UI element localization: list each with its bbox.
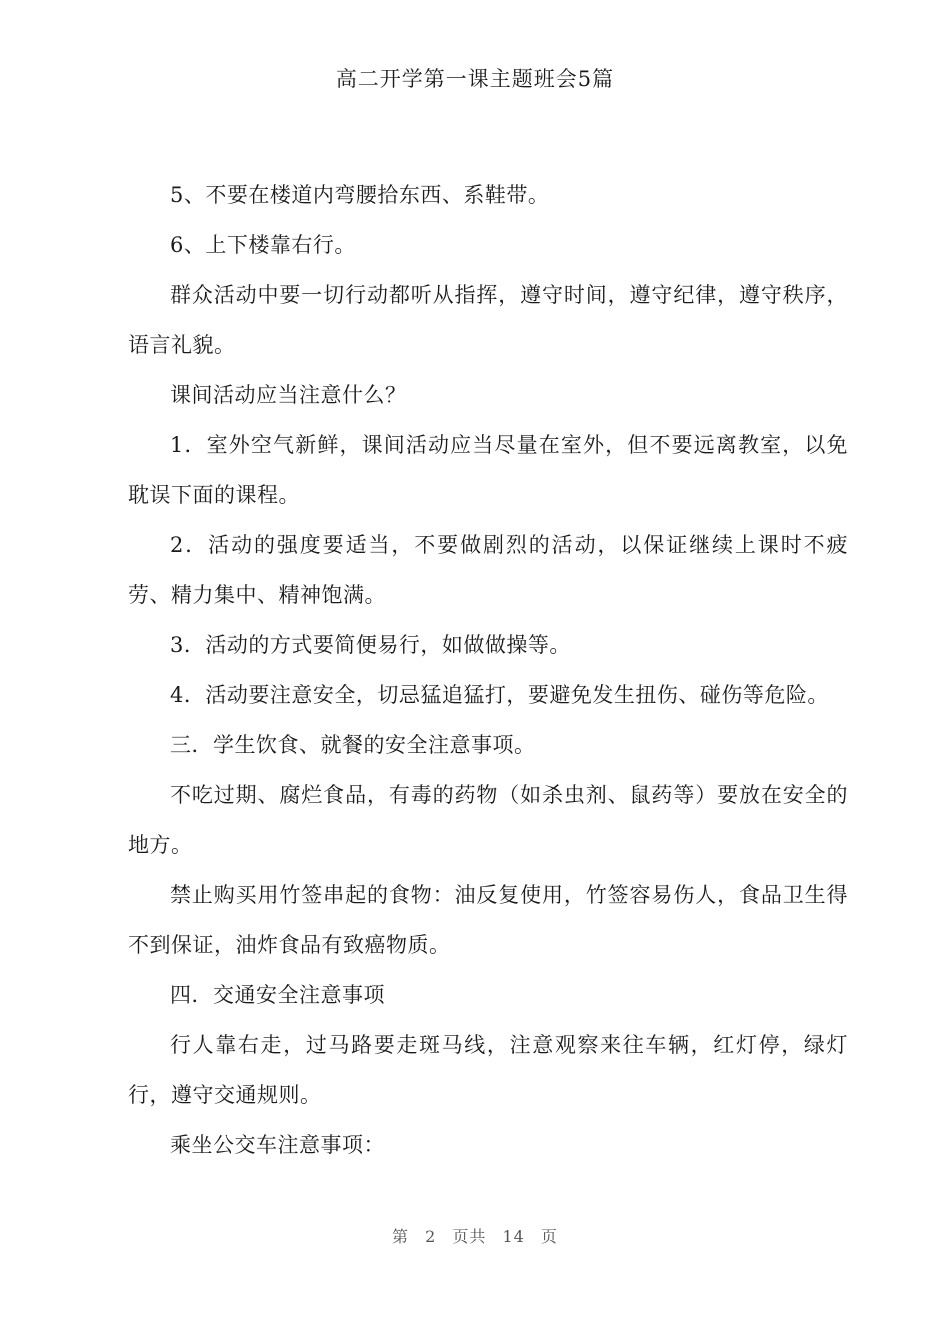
section-heading: 三．学生饮食、就餐的安全注意事项。 — [170, 733, 536, 757]
paragraph: 6、上下楼靠右行。 — [170, 233, 356, 257]
paragraph: 禁止购买用竹签串起的食物：油反复使用，竹签容易伤人，食品卫生得不到保证，油炸食品有致癌物质。 — [128, 883, 848, 957]
paragraph: 5、不要在楼道内弯腰拾东西、系鞋带。 — [170, 183, 550, 207]
paragraph: 课间活动应当注意什么？ — [170, 383, 407, 407]
paragraph: 1．室外空气新鲜，课间活动应当尽量在室外，但不要远离教室，以免耽误下面的课程。 — [128, 433, 848, 507]
paragraph: 4．活动要注意安全，切忌猛追猛打，要避免发生扭伤、碰伤等危险。 — [170, 683, 829, 707]
section-heading: 四．交通安全注意事项 — [170, 983, 385, 1007]
paragraph: 乘坐公交车注意事项： — [170, 1133, 385, 1157]
page-number: 第 2 页共 14 页 — [392, 1227, 558, 1246]
paragraph: 2．活动的强度要适当，不要做剧烈的活动，以保证继续上课时不疲劳、精力集中、精神饱满。 — [128, 533, 848, 607]
document-title: 高二开学第一课主题班会5篇 — [335, 67, 615, 91]
paragraph: 3．活动的方式要简便易行，如做做操等。 — [170, 633, 571, 657]
paragraph: 群众活动中要一切行动都听从指挥，遵守时间，遵守纪律，遵守秩序，语言礼貌。 — [128, 283, 848, 357]
paragraph: 不吃过期、腐烂食品，有毒的药物（如杀虫剂、鼠药等）要放在安全的地方。 — [128, 783, 848, 857]
document-body — [128, 170, 848, 1170]
paragraph: 行人靠右走，过马路要走斑马线，注意观察来往车辆，红灯停，绿灯行，遵守交通规则。 — [128, 1033, 848, 1107]
